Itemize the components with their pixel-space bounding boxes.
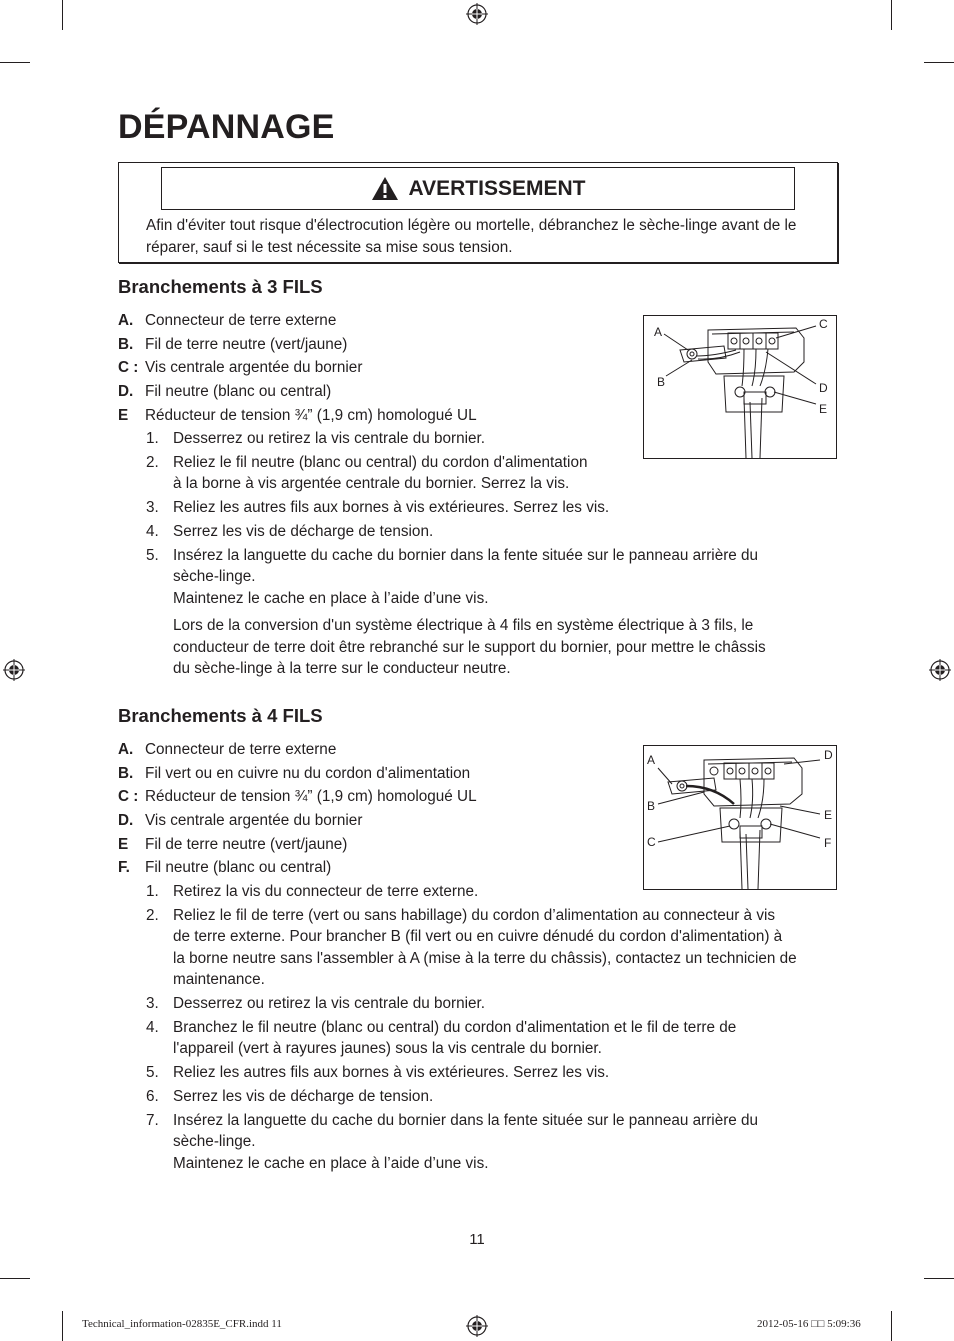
figure-label-a: A	[654, 325, 663, 339]
crop-mark	[0, 1278, 30, 1279]
legend-item: D. Fil neutre (blanc ou central)	[118, 383, 332, 401]
terminal-block-4-wire-illustration	[644, 746, 836, 889]
legend-item: C : Vis centrale argentée du bornier	[118, 359, 363, 377]
list-item: 5. Insérez la languette du cache du bornier dans la fente située sur le panneau arrière du sèche-linge. Maintenez le cache en place à l’aide d’une vis.	[146, 546, 759, 607]
section-4-steps	[146, 881, 797, 1177]
registration-mark-icon	[929, 659, 951, 681]
four-wire-diagram	[643, 745, 837, 890]
list-item: 1. Retirez la vis du connecteur de terre externe.	[146, 883, 479, 900]
warning-header	[161, 167, 795, 210]
section-4-legend	[118, 738, 477, 880]
legend-item: F. Fil neutre (blanc ou central)	[118, 859, 332, 877]
figure-label-e: E	[819, 402, 828, 416]
list-item: 5. Reliez les autres fils aux bornes à vis extérieures. Serrez les vis.	[146, 1064, 610, 1082]
figure-label-f: F	[824, 836, 832, 850]
section-4-wires-title: Branchements à 4 FILS	[118, 705, 323, 726]
registration-mark-icon	[3, 659, 25, 681]
figure-label-d: D	[819, 381, 828, 395]
list-item: 4. Branchez le fil neutre (blanc ou central) du cordon d'alimentation et le fil de terre de l'appareil (vert à rayures jaunes) sous la vis centrale du bornier.	[146, 1018, 737, 1058]
crop-mark	[924, 1278, 954, 1279]
list-item: 3. Reliez les autres fils aux bornes à vis extérieures. Serrez les vis.	[146, 499, 610, 517]
list-item: 3. Desserrez ou retirez la vis centrale du bornier.	[146, 995, 486, 1013]
list-item: 6. Serrez les vis de décharge de tension.	[146, 1087, 434, 1105]
list-item: 2. Reliez le fil de terre (vert ou sans habillage) du cordon d’alimentation au connecteur à vis de terre externe. Pour brancher B (fil vert ou en cuivre dénudé du cordon d'alimentation) à la borne neutre sans l'assembler à A (mise à la terre du châssis), contactez un technicien de maintenance.	[146, 906, 797, 989]
figure-label-e: E	[824, 808, 833, 822]
crop-mark	[62, 1311, 63, 1341]
crop-mark	[891, 0, 892, 30]
crop-mark	[0, 62, 30, 63]
legend-item: B. Fil de terre neutre (vert/jaune)	[118, 335, 348, 353]
section-3-legend	[118, 309, 477, 427]
figure-label-a: A	[647, 753, 656, 767]
warning-box	[118, 162, 838, 263]
figure-label-c: C	[819, 317, 828, 331]
list-item: 2. Reliez le fil neutre (blanc ou central) du cordon d'alimentation à la borne à vis argentée centrale du bornier. Serrez la vis.	[146, 453, 588, 493]
list-item: 4. Serrez les vis de décharge de tension.	[146, 522, 434, 540]
warning-text: Afin d'éviter tout risque d'électrocution légère ou mortelle, débranchez le sèche-linge avant de le réparer, sauf si le test nécessite sa mise sous tension.	[146, 217, 797, 256]
registration-mark-icon	[466, 3, 488, 25]
warning-triangle-icon	[371, 176, 399, 201]
list-item: 1. Desserrez ou retirez la vis centrale du bornier.	[146, 430, 486, 447]
page-number: 11	[469, 1231, 485, 1248]
crop-mark	[891, 1311, 892, 1341]
legend-item: D. Vis centrale argentée du bornier	[118, 812, 363, 830]
list-item: 7. Insérez la languette du cache du bornier dans la fente située sur le panneau arrière du sèche-linge. Maintenez le cache en place à l’aide d’une vis.	[146, 1111, 759, 1172]
legend-item: E Réducteur de tension ¾” (1,9 cm) homologué UL	[118, 406, 477, 424]
conversion-note: Lors de la conversion d'un système électrique à 4 fils en système électrique à 3 fils, le conducteur de terre doit être rebranché sur le support du bornier, pour mettre le châssis du sèche-linge à la terre sur le conducteur neutre.	[173, 617, 766, 678]
legend-item: A. Connecteur de terre externe	[118, 312, 337, 329]
figure-label-d: D	[824, 748, 833, 762]
page-title: DÉPANNAGE	[118, 108, 335, 146]
warning-heading: AVERTISSEMENT	[408, 176, 586, 200]
figure-label-c: C	[647, 835, 656, 849]
crop-mark	[924, 62, 954, 63]
section-3-wires-title: Branchements à 3 FILS	[118, 276, 323, 297]
registration-mark-icon	[466, 1315, 488, 1337]
terminal-block-3-wire-illustration	[644, 316, 836, 458]
legend-item: C : Réducteur de tension ¾” (1,9 cm) homologué UL	[118, 788, 477, 806]
slug-filename: Technical_information-02835E_CFR.indd 11	[82, 1318, 282, 1330]
legend-item: B. Fil vert ou en cuivre nu du cordon d'alimentation	[118, 764, 471, 782]
three-wire-diagram	[643, 315, 837, 459]
legend-item: A. Connecteur de terre externe	[118, 741, 337, 758]
section-3-steps	[146, 428, 766, 680]
figure-label-b: B	[657, 375, 666, 389]
figure-label-b: B	[647, 799, 656, 813]
slug-timestamp: 2012-05-16 □□ 5:09:36	[757, 1318, 861, 1330]
crop-mark	[62, 0, 63, 30]
legend-item: E Fil de terre neutre (vert/jaune)	[118, 835, 348, 853]
